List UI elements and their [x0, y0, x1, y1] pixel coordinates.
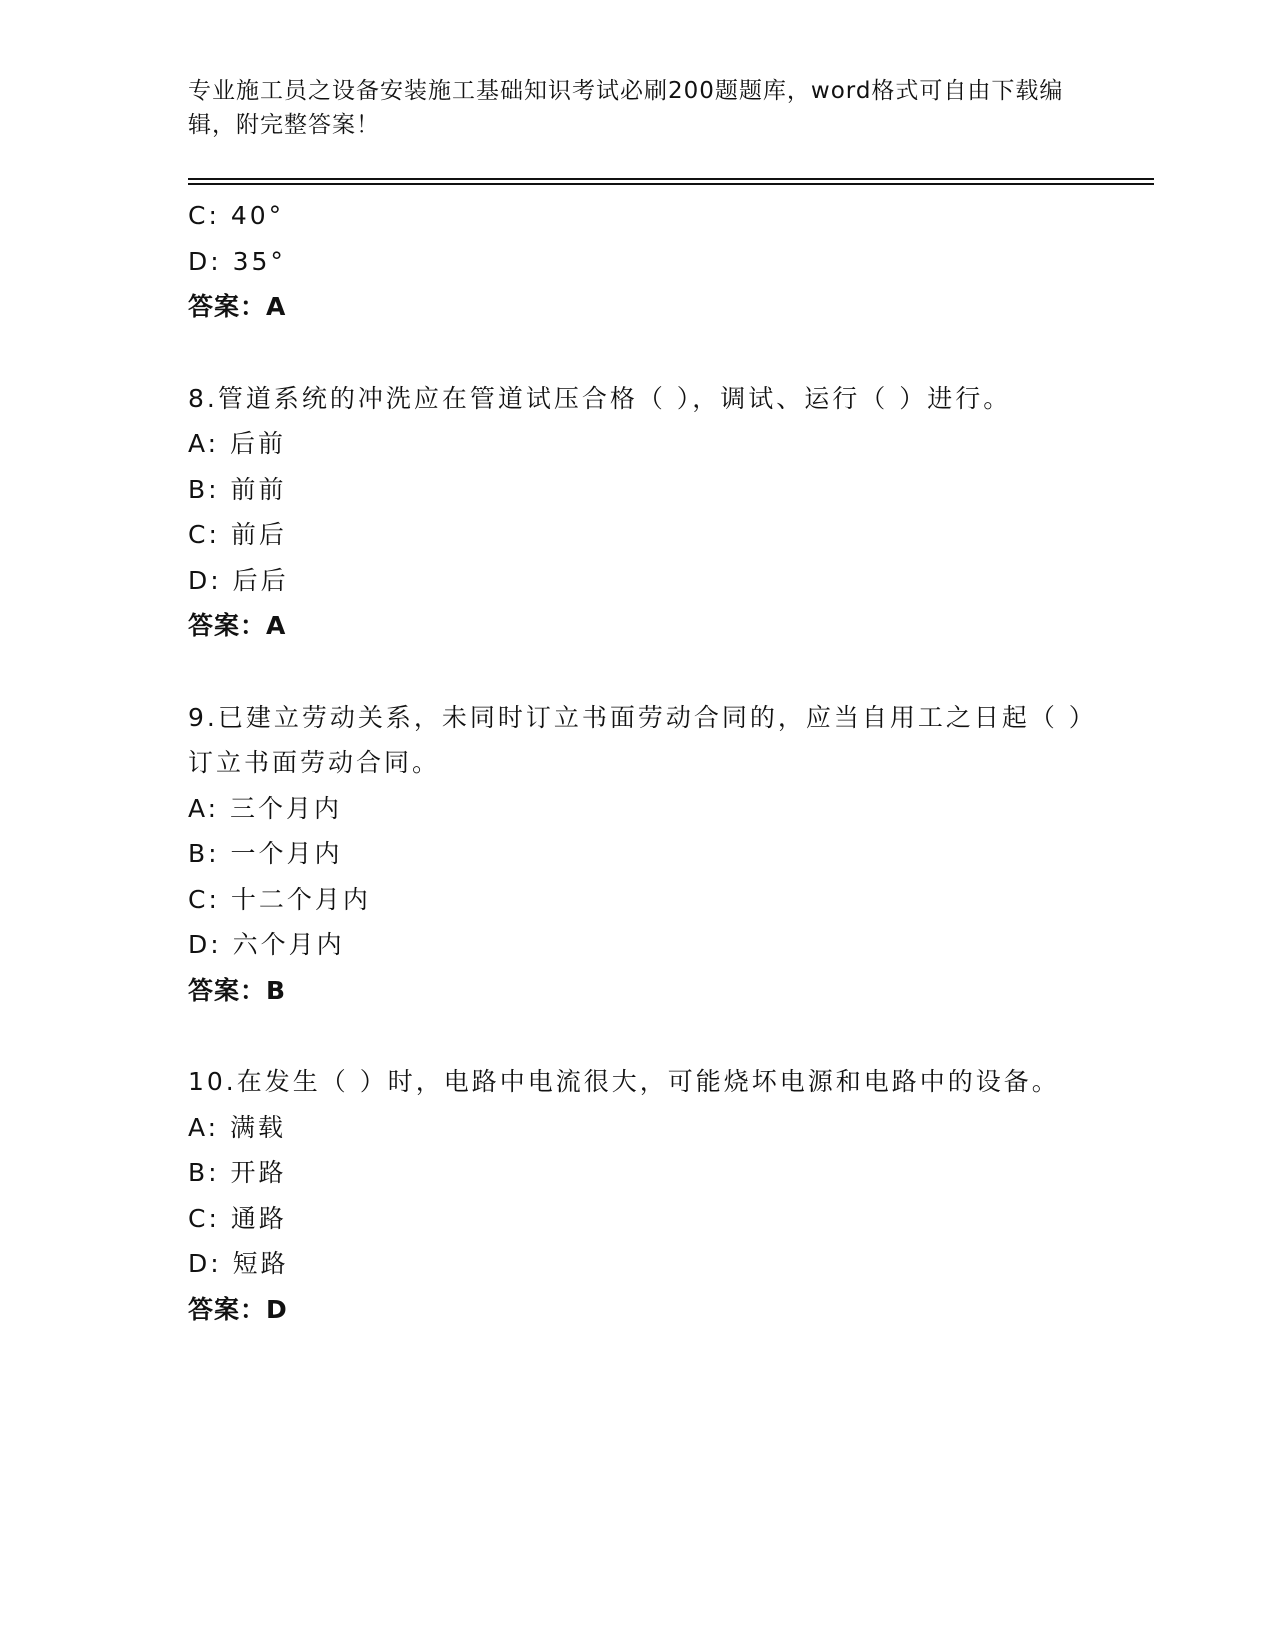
option-b: B: 一个月内: [188, 839, 343, 868]
answer: 答案：A: [188, 611, 287, 640]
answer: 答案：B: [188, 975, 287, 1005]
question-gap: [188, 1013, 1088, 1059]
option-c: C: 十二个月内: [188, 884, 371, 914]
page-header: [188, 74, 1088, 142]
document-title: 专业施工员之设备安装施工基础知识考试必刷200题题库，word格式可自由下载编辑，附完整答案！: [188, 78, 1064, 138]
question-list: [188, 193, 1088, 1332]
option-a: A: 满载: [188, 1112, 287, 1142]
question-gap: [188, 649, 1088, 695]
question-prev: [188, 193, 1088, 330]
option-b: B: 开路: [188, 1158, 287, 1187]
option-b: B: 前前: [188, 474, 287, 504]
question-stem: 10.在发生（ ）时，电路中电流很大，可能烧坏电源和电路中的设备。: [188, 1067, 1060, 1096]
header-rule-bottom: [188, 183, 1154, 185]
option-c: C: 通路: [188, 1203, 287, 1233]
question-gap: [188, 330, 1088, 376]
option-c: C: 40°: [188, 201, 285, 230]
question-stem: 8.管道系统的冲洗应在管道试压合格（ ），调试、运行（ ）进行。: [188, 383, 1012, 413]
option-c: C: 前后: [188, 520, 287, 549]
question-stem: 9.已建立劳动关系，未同时订立书面劳动合同的，应当自用工之日起（ ）订立书面劳动合同。: [188, 702, 1085, 777]
question-8: [188, 376, 1088, 649]
option-a: A: 三个月内: [188, 793, 343, 823]
option-a: A: 后前: [188, 429, 287, 458]
question-10: [188, 1059, 1088, 1332]
answer: 答案：A: [188, 292, 287, 321]
option-d: D: 短路: [188, 1249, 289, 1278]
option-d: D: 六个月内: [188, 930, 345, 959]
header-rule-top: [188, 178, 1154, 180]
option-d: D: 后后: [188, 565, 289, 595]
option-d: D: 35°: [188, 246, 286, 276]
answer: 答案：D: [188, 1294, 288, 1324]
question-9: [188, 695, 1088, 1014]
